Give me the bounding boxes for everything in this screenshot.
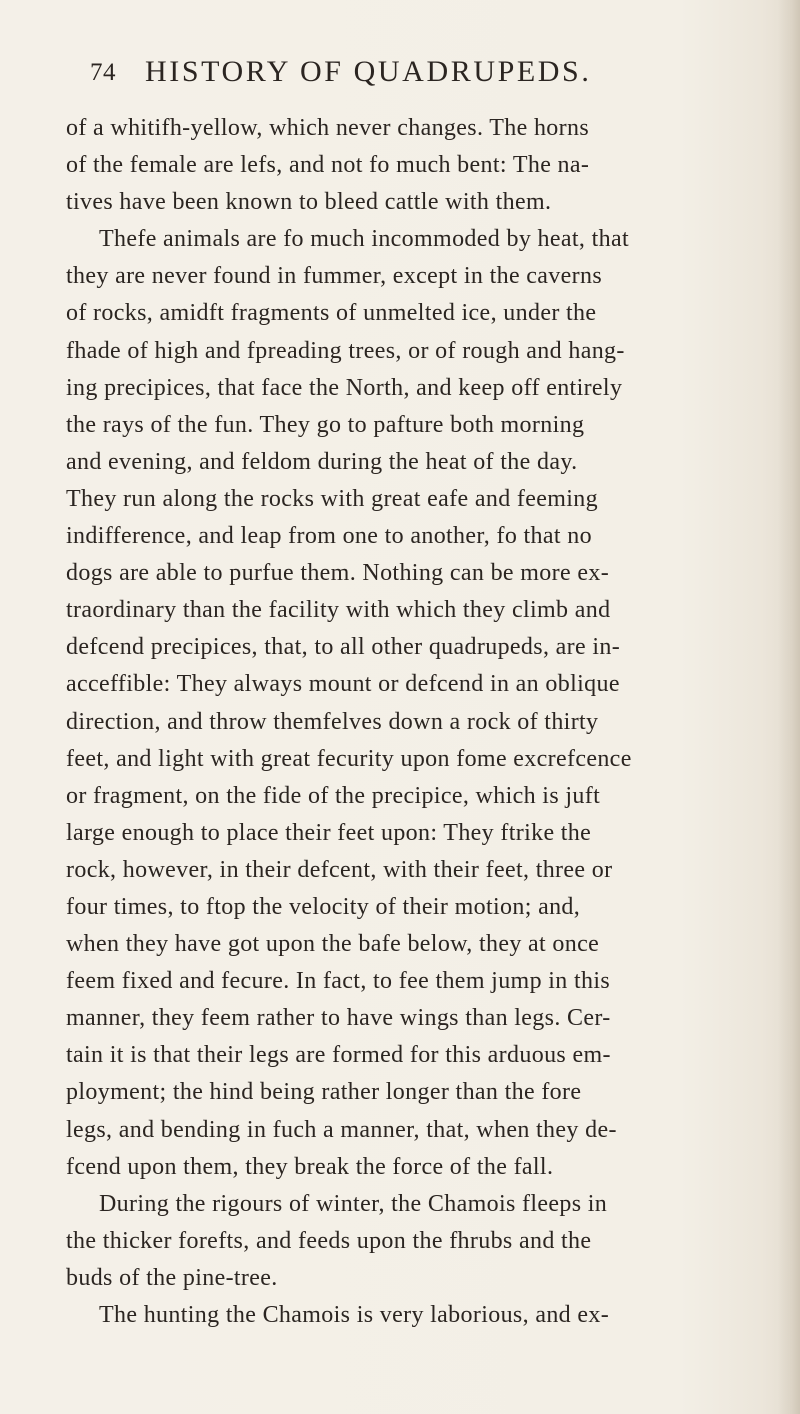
page-edge-shadow bbox=[778, 0, 800, 1414]
text-line: the thicker forefts, and feeds upon the fhrubs and the bbox=[66, 1227, 592, 1254]
text-line: the rays of the fun. They go to pafture both morning bbox=[66, 411, 585, 438]
text-line: they are never found in fummer, except in the caverns bbox=[66, 263, 603, 290]
text-line: of rocks, amidft fragments of unmelted ice, under the bbox=[66, 300, 597, 327]
text-line: or fragment, on the fide of the precipice, which is juft bbox=[66, 782, 601, 809]
text-line: of a whitifh-yellow, which never changes. The horns bbox=[66, 115, 590, 141]
text-line: tives have been known to bleed cattle with them. bbox=[66, 189, 552, 216]
text-line: defcend precipices, that, to all other quadrupeds, are in- bbox=[66, 634, 621, 661]
text-line: feem fixed and fecure. In fact, to fee them jump in this bbox=[66, 968, 611, 995]
text-line: legs, and bending in fuch a manner, that, when they de- bbox=[66, 1116, 617, 1143]
running-head: HISTORY OF QUADRUPEDS. bbox=[145, 55, 592, 88]
body-text bbox=[66, 110, 766, 1334]
text-line: indifference, and leap from one to another, fo that no bbox=[66, 523, 592, 550]
paragraph-start-line: The hunting the Chamois is very laborious, and ex- bbox=[99, 1302, 610, 1328]
text-line: ing precipices, that face the North, and keep off entirely bbox=[66, 374, 623, 401]
text-line: of the female are lefs, and not fo much bent: The na- bbox=[66, 152, 590, 179]
text-line: when they have got upon the bafe below, they at once bbox=[66, 931, 600, 958]
text-line: They run along the rocks with great eafe and feeming bbox=[66, 485, 598, 512]
text-line: direction, and throw themfelves down a rock of thirty bbox=[66, 708, 599, 735]
text-line: feet, and light with great fecurity upon fome excrefcence bbox=[66, 745, 632, 772]
text-line: ployment; the hind being rather longer than the fore bbox=[66, 1079, 582, 1106]
page-number: 74 bbox=[90, 59, 116, 86]
text-line: dogs are able to purfue them. Nothing can be more ex- bbox=[66, 560, 610, 587]
text-line: traordinary than the facility with which they climb and bbox=[66, 597, 611, 624]
text-line: rock, however, in their defcent, with their feet, three or bbox=[66, 856, 613, 883]
text-line: manner, they feem rather to have wings than legs. Cer- bbox=[66, 1005, 611, 1032]
text-line: fhade of high and fpreading trees, or of rough and hang- bbox=[66, 337, 625, 364]
text-line: large enough to place their feet upon: They ftrike the bbox=[66, 819, 592, 846]
paragraph-start-line: During the rigours of winter, the Chamois fleeps in bbox=[99, 1190, 608, 1217]
text-line: fcend upon them, they break the force of the fall. bbox=[66, 1153, 554, 1180]
text-line: and evening, and feldom during the heat of the day. bbox=[66, 448, 578, 475]
text-line: buds of the pine-tree. bbox=[66, 1264, 278, 1291]
page-header bbox=[90, 55, 710, 95]
text-line: four times, to ftop the velocity of their motion; and, bbox=[66, 893, 581, 920]
text-line: acceffible: They always mount or defcend in an oblique bbox=[66, 671, 620, 698]
text-line: tain it is that their legs are formed for this arduous em- bbox=[66, 1042, 611, 1069]
paragraph-start-line: Thefe animals are fo much incommoded by heat, that bbox=[99, 226, 629, 253]
